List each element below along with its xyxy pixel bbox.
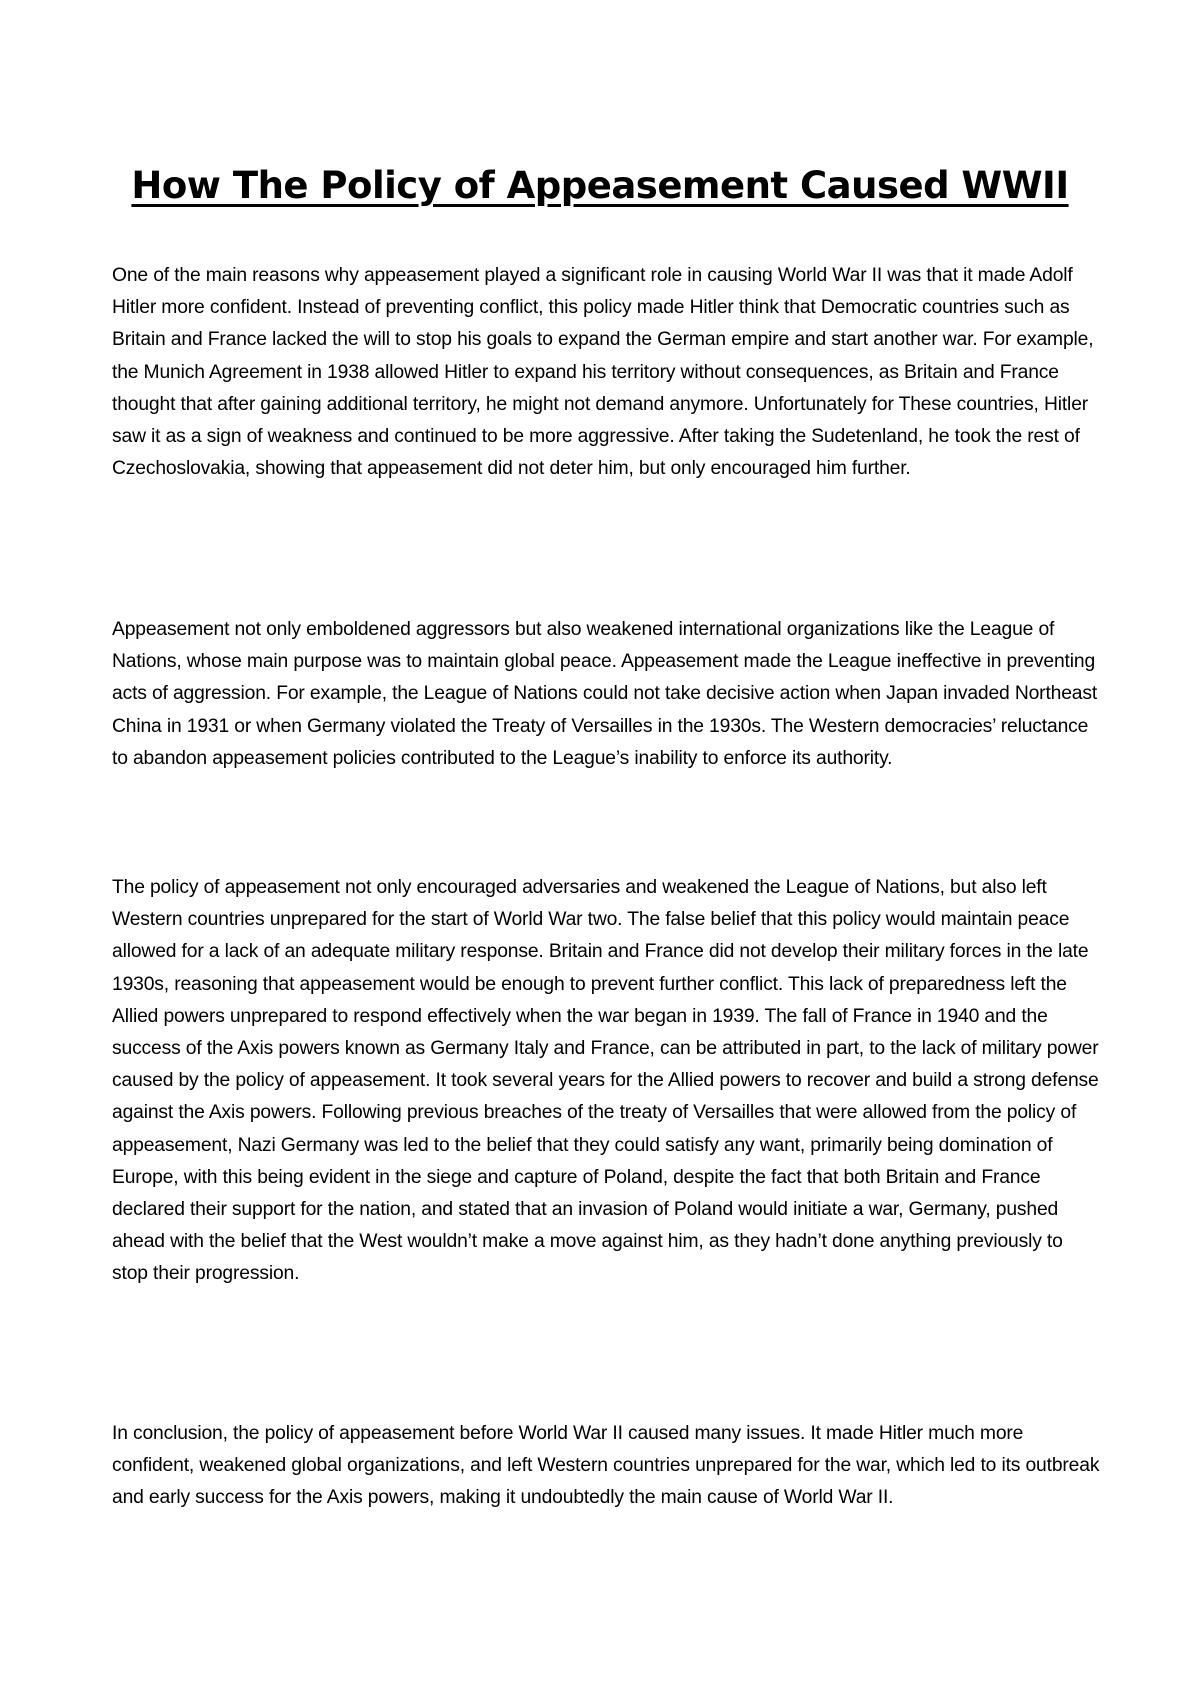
paragraph-league-of-nations: Appeasement not only emboldened aggressors but also weakened international organizations like the League of Nations, whose main purpose was to maintain global peace. Appeasement made the League ineffective in preventing acts of aggression. For example, the League of Nations could not take decisive action when Japan invaded Northeast China in 1931 or when Germany violated the Treaty of Versailles in the 1930s. The Western democracies’ reluctance to abandon appeasement policies contributed to the League’s inability to enforce its authority. [112, 619, 1098, 769]
paragraph-unpreparedness: The policy of appeasement not only encouraged adversaries and weakened the League of Nations, but also left Western countries unprepared for the start of World War two. The false belief that this policy would maintain peace allowed for a lack of an adequate military response. Britain and France did not develop their military forces in the late 1930s, reasoning that appeasement would be enough to prevent further conflict. This lack of preparedness left the Allied powers unprepared to respond effectively when the war began in 1939. The fall of France in 1940 and the success of the Axis powers known as Germany Italy and France, can be attributed in part, to the lack of military power caused by the policy of appeasement. It took several years for the Allied powers to recover and build a strong defense against the Axis powers. Following previous breaches of the treaty of Versailles that were allowed from the policy of appeasement, Nazi Germany was led to the belief that they could satisfy any want, primarily being domination of Europe, with this being evident in the siege and capture of Poland, despite the fact that both Britain and France declared their support for the nation, and stated that an invasion of Poland would initiate a war, Germany, pushed ahead with the belief that the West wouldn’t make a move against him, as they hadn’t done anything previously to stop their progression. [112, 877, 1099, 1285]
paragraph-conclusion: In conclusion, the policy of appeasement before World War II caused many issues. It made Hitler much more confident, weakened global organizations, and left Western countries unprepared for the war, which led to its outbreak and early success for the Axis powers, making it undoubtedly the main cause of World War II. [112, 1423, 1100, 1509]
document-title: How The Policy of Appeasement Caused WWII [131, 164, 1069, 207]
paragraph-confidence: One of the main reasons why appeasement played a significant role in causing World War II was that it made Adolf Hitler more confident. Instead of preventing conflict, this policy made Hitler think that Democratic countries such as Britain and France lacked the will to stop his goals to expand the German empire and start another war. For example, the Munich Agreement in 1938 allowed Hitler to expand his territory without consequences, as Britain and France thought that after gaining additional territory, he might not demand anymore. Unfortunately for These countries, Hitler saw it as a sign of weakness and continued to be more aggressive. After taking the Sudetenland, he took the rest of Czechoslovakia, showing that appeasement did not deter him, but only encouraged him further. [112, 265, 1094, 480]
